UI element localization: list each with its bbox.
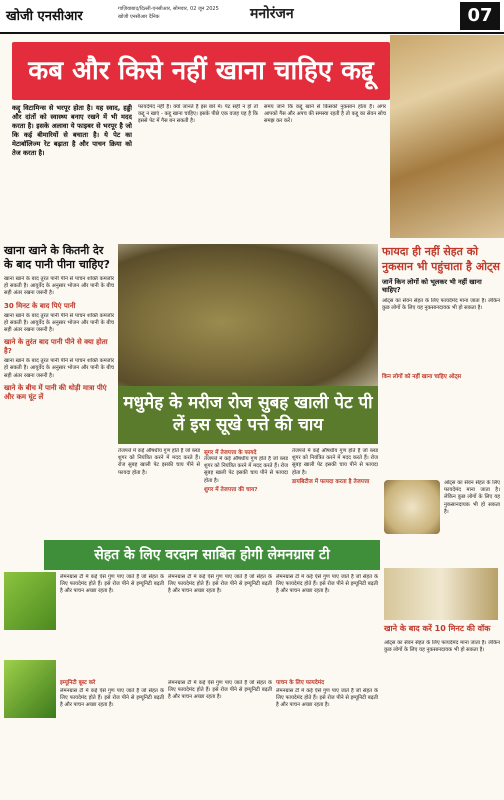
bay-leaf-sub3: डायबिटीज में फायदा करता है तेजपत्ता bbox=[292, 478, 370, 485]
oats-photo-2 bbox=[384, 568, 498, 620]
lemongrass-sub1: इम्यूनिटी बूस्ट करे bbox=[60, 680, 96, 686]
bay-leaf-col1: तेजपत्ते में कई औषधीय गुण होते हैं जो ब्लड शुगर को नियंत्रित करने में मदद करते हैं। रोज सुबह खाली पेट इसकी चाय पीने से फायदा होता है। bbox=[118, 448, 200, 476]
oats-footer-headline: खाने के बाद करें 10 मिनट की वॉक bbox=[384, 624, 491, 633]
page-number: 07 bbox=[460, 2, 500, 30]
bay-leaf-col2 bbox=[204, 448, 288, 536]
lemongrass-col2: लेमनग्रास टी में कई ऐसे गुण पाए जाते हैं जो सेहत के लिए फायदेमंद होते हैं। इसे रोज पीने से इम्यूनिटी बढ़ती है और पाचन अच्छा रहता है। bbox=[168, 574, 272, 595]
lemongrass-headline-band bbox=[44, 540, 380, 570]
section-title: मनोरंजन bbox=[250, 6, 294, 22]
oats-sub1: किन लोगों को नहीं खाना चाहिए ओट्स bbox=[382, 374, 462, 380]
water-article-sub3: खाने के बीच में पानी की थोड़ी मात्रा पीएं और कम घूंट लें bbox=[4, 383, 107, 401]
oats-body: ओट्स का सेवन सेहत के लिए फायदेमंद माना जाता है। लेकिन कुछ लोगों के लिए यह नुकसानदायक भी हो सकता है। bbox=[382, 298, 500, 312]
bay-leaf-col2-text: तेजपत्ते में कई औषधीय गुण होते हैं जो ब्लड शुगर को नियंत्रित करने में मदद करते हैं। रोज सुबह खाली पेट इसकी चाय पीने से फायदा होता है। bbox=[204, 456, 288, 484]
bay-leaf-headline: मधुमेह के मरीज रोज सुबह खाली पेट पी लें इस सूखे पत्ते की चाय bbox=[123, 393, 373, 435]
water-article-sub1: 30 मिनट के बाद पिएं पानी bbox=[4, 301, 76, 310]
bay-leaf-headline-band bbox=[118, 386, 378, 444]
top-story-col3: समय जानें कि कद्दू खाने से किसको नुकसान होता है। अगर आपको गैस और अपच की समस्या रहती है तो कद्दू का सेवन सोच समझ कर करें। bbox=[264, 104, 386, 125]
lemongrass-col3: लेमनग्रास टी में कई ऐसे गुण पाए जाते हैं जो सेहत के लिए फायदेमंद होते हैं। इसे रोज पीने से इम्यूनिटी बढ़ती है और पाचन अच्छा रहता है। bbox=[276, 574, 378, 595]
paper-name: खोजी एनसीआर bbox=[6, 9, 83, 24]
bay-leaf-sub1: सूगर में तेजपत्ता के फायदे bbox=[204, 450, 257, 456]
water-article-sub2: खाने के तुरंत बाद पानी पीने से क्या होता है? bbox=[4, 338, 108, 356]
spices-photo bbox=[390, 35, 504, 238]
lemongrass-col3b: लेमनग्रास टी में कई ऐसे गुण पाए जाते हैं जो सेहत के लिए फायदेमंद होते हैं। इसे रोज पीने से इम्यूनिटी बढ़ती है और पाचन अच्छा रहता है। bbox=[276, 688, 378, 709]
top-story-lead: कद्दू विटामिन्स से भरपूर होता है। यह स्वाद, हड्डी और दांतों को स्वास्थ्य बनाए रखने में भी मदद करता है। इसके अलावा ये फाइबर से भरपूर है जो कि कई बीमारियों से बचाता है। ये पेट का मेटाबॉलिज्म रेट बढ़ाता है और पाचन क्रिया को तेज करता है। bbox=[12, 104, 132, 157]
lemongrass-col2b: लेमनग्रास टी में कई ऐसे गुण पाए जाते हैं जो सेहत के लिए फायदेमंद होते हैं। इसे रोज पीने से इम्यूनिटी बढ़ती है और पाचन अच्छा रहता है। bbox=[168, 680, 272, 701]
lemongrass-headline: सेहत के लिए वरदान साबित होगी लेमनग्रास टी bbox=[94, 547, 330, 563]
oats-photo-1 bbox=[384, 480, 440, 534]
masthead bbox=[0, 0, 504, 34]
water-article-title: खाना खाने के कितनी देर के बाद पानी पीना चाहिए? bbox=[4, 244, 110, 271]
water-article-text1: खाना खाने के बाद तुरंत पानी पीने से पाचन शक्ति कमजोर हो सकती है। आयुर्वेद के अनुसार भोजन और पानी के बीच सही अंतर रखना जरूरी है। bbox=[4, 312, 114, 334]
top-story-col2: फायदेमंद नहीं है। क्यों जानते है इस बारे में। पेट सही न हो तो कद्दू न खाएं - कद्दू खाना चाहिए। इसके पीछे एक वजह यह है कि इससे पेट में गैस बन सकती है। bbox=[138, 104, 258, 125]
bay-leaf-col3 bbox=[292, 448, 378, 536]
lemongrass-photo-1 bbox=[4, 572, 56, 630]
water-article-text2: खाना खाने के बाद तुरंत पानी पीने से पाचन शक्ति कमजोर हो सकती है। आयुर्वेद के अनुसार भोजन और पानी के बीच सही अंतर रखना जरूरी है। bbox=[4, 358, 114, 379]
oats-footer-body: ओट्स का सेवन सेहत के लिए फायदेमंद माना जाता है। लेकिन कुछ लोगों के लिए यह नुकसानदायक भी हो सकता है। bbox=[384, 640, 500, 654]
oats-col-side: ओट्स का सेवन सेहत के लिए फायदेमंद माना जाता है। लेकिन कुछ लोगों के लिए यह नुकसानदायक भी हो सकता है। bbox=[444, 480, 500, 515]
lemongrass-photo-2 bbox=[4, 660, 56, 718]
dateline bbox=[118, 5, 268, 21]
lemongrass-col1: लेमनग्रास टी में कई ऐसे गुण पाए जाते हैं जो सेहत के लिए फायदेमंद होते हैं। इसे रोज पीने से इम्यूनिटी बढ़ती है और पाचन अच्छा रहता है। bbox=[60, 574, 164, 595]
dateline-1: गाज़ियाबाद/दिल्ली-एनसीआर, सोमवार, 02 जून 2025 bbox=[118, 6, 219, 12]
water-article-body: खाना खाने के बाद तुरंत पानी पीने से पाचन शक्ति कमजोर हो सकती है। आयुर्वेद के अनुसार भोजन और पानी के बीच सही अंतर रखना जरूरी है। bbox=[4, 276, 114, 297]
top-headline: कब और किसे नहीं खाना चाहिए कद्दू bbox=[28, 56, 374, 86]
lemongrass-sub2: पाचन के लिए फायदेमंद bbox=[276, 680, 325, 686]
bay-leaf-col3-text: तेजपत्ते में कई औषधीय गुण होते हैं जो ब्लड शुगर को नियंत्रित करने में मदद करते हैं। रोज सुबह खाली पेट इसकी चाय पीने से फायदा होता है। bbox=[292, 448, 378, 476]
bay-leaves-photo bbox=[118, 244, 378, 386]
oats-headline: फायदा ही नहीं सेहत को नुकसान भी पहुंचाता है ओट्स bbox=[382, 245, 500, 273]
top-headline-banner bbox=[12, 42, 390, 100]
water-after-meal-article bbox=[4, 244, 114, 562]
lemongrass-col1b: लेमनग्रास टी में कई ऐसे गुण पाए जाते हैं जो सेहत के लिए फायदेमंद होते हैं। इसे रोज पीने से इम्यूनिटी बढ़ती है और पाचन अच्छा रहता है। bbox=[60, 688, 164, 709]
oats-subhead: जानें किन लोगों को भूलकर भी नहीं खाना चाहिए? bbox=[382, 278, 482, 294]
dateline-2: खोजी एनसीआर दैनिक bbox=[118, 14, 160, 20]
bay-leaf-sub2: शुगर में तेजपत्ता की चाय? bbox=[204, 486, 258, 493]
